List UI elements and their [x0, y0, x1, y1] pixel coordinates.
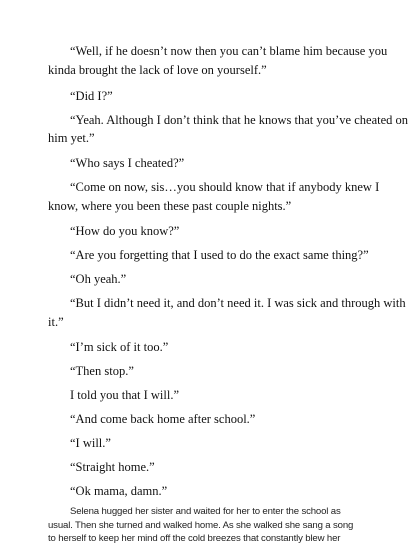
paragraph-5-line-2: know, where you been these past couple nights.”: [48, 199, 292, 213]
paragraph-15-line-1: “Straight home.”: [70, 460, 155, 474]
paragraph-13-line-1: “And come back home after school.”: [70, 412, 256, 426]
paragraph-11-line-1: “Then stop.”: [70, 364, 134, 378]
paragraph-3-line-2: him yet.”: [48, 131, 95, 145]
paragraph-17-line-1: Selena hugged her sister and waited for her to enter the school as: [70, 506, 341, 517]
paragraph-12-line-1: I told you that I will.”: [70, 388, 180, 402]
paragraph-10-line-1: “I’m sick of it too.”: [70, 340, 169, 354]
paragraph-3-line-1: “Yeah. Although I don’t think that he knows that you’ve cheated on: [70, 113, 409, 127]
paragraph-17-line-3: to herself to keep her mind off the cold breezes that constantly blew her: [48, 533, 341, 544]
paragraph-2-line-1: “Did I?”: [70, 89, 113, 103]
paragraph-8-line-1: “Oh yeah.”: [70, 272, 127, 286]
paragraph-16-line-1: “Ok mama, damn.”: [70, 484, 168, 498]
paragraph-6-line-1: “How do you know?”: [70, 224, 180, 238]
paragraph-5-line-1: “Come on now, sis…you should know that if anybody knew I: [70, 180, 380, 194]
paragraph-7-line-1: “Are you forgetting that I used to do the exact same thing?”: [70, 248, 369, 262]
paragraph-1-line-2: kinda brought the lack of love on yourself.”: [48, 63, 267, 77]
paragraph-9-line-1: “But I didn’t need it, and don’t need it. I was sick and through with: [70, 296, 406, 310]
paragraph-17-line-2: usual. Then she turned and walked home. As she walked she sang a song: [48, 520, 354, 531]
paragraph-9-line-2: it.”: [48, 315, 64, 329]
paragraph-14-line-1: “I will.”: [70, 436, 111, 450]
paragraph-4-line-1: “Who says I cheated?”: [70, 156, 185, 170]
paragraph-1-line-1: “Well, if he doesn’t now then you can’t blame him because you: [70, 44, 388, 58]
